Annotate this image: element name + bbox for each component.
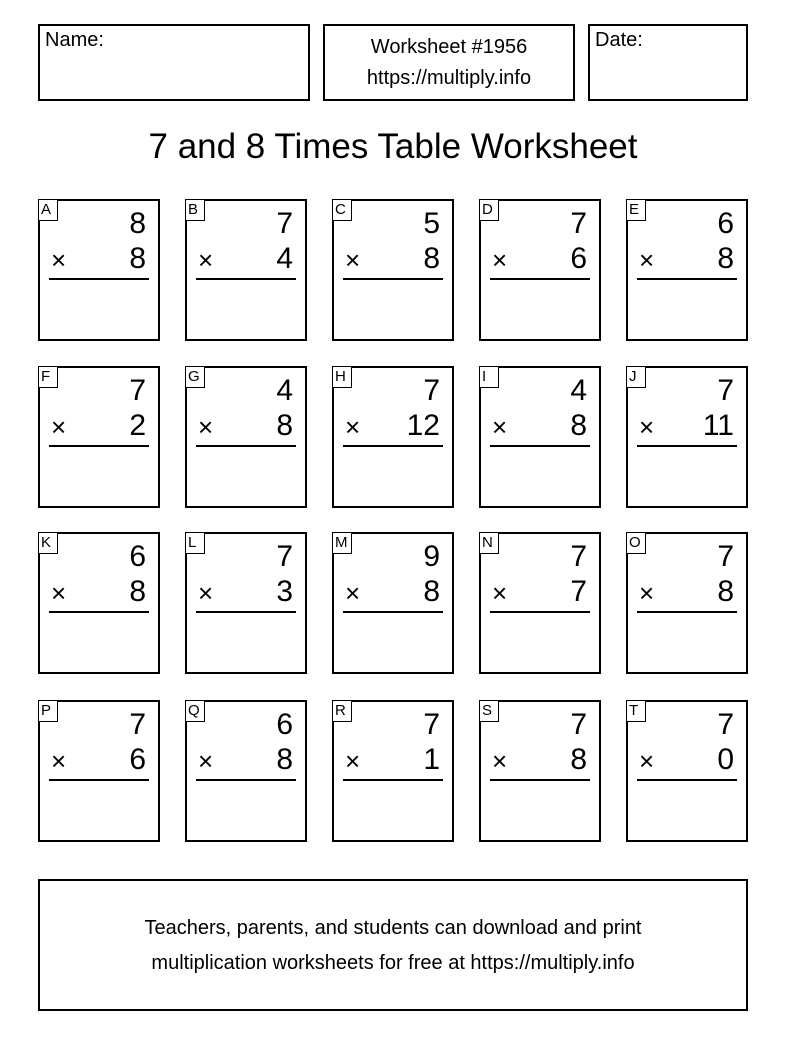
times-sign: × bbox=[492, 412, 508, 442]
multiplier: 8 bbox=[717, 575, 734, 608]
name-field-box[interactable] bbox=[38, 24, 310, 101]
problem-card[interactable] bbox=[626, 366, 748, 508]
times-sign: × bbox=[492, 578, 508, 608]
answer-line bbox=[196, 779, 296, 781]
problem-letter: H bbox=[332, 366, 352, 388]
times-sign: × bbox=[198, 578, 214, 608]
multiplicand: 7 bbox=[129, 374, 146, 407]
problem-letter: A bbox=[38, 199, 58, 221]
times-sign: × bbox=[198, 746, 214, 776]
problem-letter: G bbox=[185, 366, 205, 388]
multiplicand: 6 bbox=[717, 207, 734, 240]
times-sign: × bbox=[51, 578, 67, 608]
multiplicand: 7 bbox=[570, 708, 587, 741]
multiplicand: 8 bbox=[129, 207, 146, 240]
times-sign: × bbox=[345, 412, 361, 442]
multiplier: 6 bbox=[570, 242, 587, 275]
multiplier: 3 bbox=[276, 575, 293, 608]
multiplier: 8 bbox=[717, 242, 734, 275]
problem-letter: T bbox=[626, 700, 646, 722]
problem-card[interactable] bbox=[38, 199, 160, 341]
times-sign: × bbox=[51, 245, 67, 275]
multiplier: 8 bbox=[570, 409, 587, 442]
times-sign: × bbox=[51, 412, 67, 442]
answer-line bbox=[490, 445, 590, 447]
times-sign: × bbox=[639, 746, 655, 776]
answer-line bbox=[49, 779, 149, 781]
problem-card[interactable] bbox=[332, 700, 454, 842]
multiplier: 8 bbox=[129, 242, 146, 275]
problem-card[interactable] bbox=[626, 199, 748, 341]
problem-letter: S bbox=[479, 700, 499, 722]
multiplicand: 4 bbox=[570, 374, 587, 407]
times-sign: × bbox=[639, 412, 655, 442]
problem-card[interactable] bbox=[479, 199, 601, 341]
multiplier: 8 bbox=[423, 242, 440, 275]
answer-line bbox=[49, 611, 149, 613]
answer-line bbox=[490, 278, 590, 280]
problem-letter: J bbox=[626, 366, 646, 388]
problem-card[interactable] bbox=[479, 700, 601, 842]
times-sign: × bbox=[345, 245, 361, 275]
answer-line bbox=[637, 779, 737, 781]
problem-card[interactable] bbox=[38, 366, 160, 508]
problem-card[interactable] bbox=[479, 366, 601, 508]
answer-line bbox=[490, 779, 590, 781]
times-sign: × bbox=[492, 746, 508, 776]
problem-card[interactable] bbox=[479, 532, 601, 674]
problem-letter: Q bbox=[185, 700, 205, 722]
worksheet-number: Worksheet #1956 bbox=[370, 36, 528, 58]
multiplicand: 6 bbox=[129, 540, 146, 573]
times-sign: × bbox=[345, 578, 361, 608]
problem-letter: R bbox=[332, 700, 352, 722]
multiplicand: 5 bbox=[423, 207, 440, 240]
multiplicand: 9 bbox=[423, 540, 440, 573]
multiplier: 11 bbox=[702, 409, 734, 442]
multiplier: 8 bbox=[129, 575, 146, 608]
problem-card[interactable] bbox=[38, 700, 160, 842]
problem-card[interactable] bbox=[185, 199, 307, 341]
problem-card[interactable] bbox=[185, 532, 307, 674]
times-sign: × bbox=[51, 746, 67, 776]
multiplicand: 7 bbox=[276, 207, 293, 240]
problem-card[interactable] bbox=[38, 532, 160, 674]
footer-line-1: Teachers, parents, and students can download and print bbox=[144, 917, 642, 939]
times-sign: × bbox=[492, 245, 508, 275]
worksheet-url: https://multiply.info bbox=[366, 67, 532, 89]
multiplier: 0 bbox=[717, 743, 734, 776]
multiplier: 7 bbox=[570, 575, 587, 608]
times-sign: × bbox=[345, 746, 361, 776]
multiplicand: 6 bbox=[276, 708, 293, 741]
multiplicand: 7 bbox=[129, 708, 146, 741]
answer-line bbox=[637, 445, 737, 447]
answer-line bbox=[343, 445, 443, 447]
footer-line-2: multiplication worksheets for free at https://multiply.info bbox=[151, 952, 635, 974]
problem-letter: O bbox=[626, 532, 646, 554]
name-label: Name: bbox=[45, 29, 104, 51]
problem-letter: I bbox=[479, 366, 499, 388]
problem-card[interactable] bbox=[185, 700, 307, 842]
times-sign: × bbox=[198, 245, 214, 275]
answer-line bbox=[196, 278, 296, 280]
multiplicand: 7 bbox=[423, 374, 440, 407]
multiplicand: 7 bbox=[570, 207, 587, 240]
answer-line bbox=[196, 445, 296, 447]
problem-card[interactable] bbox=[626, 532, 748, 674]
multiplier: 2 bbox=[129, 409, 146, 442]
multiplier: 8 bbox=[276, 743, 293, 776]
times-sign: × bbox=[639, 578, 655, 608]
multiplier: 6 bbox=[129, 743, 146, 776]
times-sign: × bbox=[639, 245, 655, 275]
answer-line bbox=[343, 779, 443, 781]
multiplier: 8 bbox=[570, 743, 587, 776]
times-sign: × bbox=[198, 412, 214, 442]
multiplicand: 7 bbox=[570, 540, 587, 573]
problem-letter: K bbox=[38, 532, 58, 554]
footer-box bbox=[38, 879, 748, 1011]
answer-line bbox=[343, 611, 443, 613]
problem-card[interactable] bbox=[332, 532, 454, 674]
answer-line bbox=[49, 445, 149, 447]
date-field-box[interactable] bbox=[588, 24, 748, 101]
multiplier: 4 bbox=[276, 242, 293, 275]
multiplier: 1 bbox=[423, 743, 440, 776]
problem-letter: P bbox=[38, 700, 58, 722]
problem-letter: L bbox=[185, 532, 205, 554]
problem-letter: E bbox=[626, 199, 646, 221]
multiplicand: 7 bbox=[276, 540, 293, 573]
problem-card[interactable] bbox=[185, 366, 307, 508]
problem-letter: D bbox=[479, 199, 499, 221]
problem-card[interactable] bbox=[626, 700, 748, 842]
worksheet-info-box bbox=[323, 24, 575, 101]
problem-letter: N bbox=[479, 532, 499, 554]
multiplicand: 4 bbox=[276, 374, 293, 407]
answer-line bbox=[637, 278, 737, 280]
problem-letter: C bbox=[332, 199, 352, 221]
date-label: Date: bbox=[595, 29, 643, 51]
problem-letter: M bbox=[332, 532, 352, 554]
multiplier: 8 bbox=[276, 409, 293, 442]
answer-line bbox=[196, 611, 296, 613]
multiplicand: 7 bbox=[717, 708, 734, 741]
answer-line bbox=[49, 278, 149, 280]
multiplier: 12 bbox=[406, 409, 440, 442]
multiplicand: 7 bbox=[423, 708, 440, 741]
problem-letter: F bbox=[38, 366, 58, 388]
answer-line bbox=[343, 278, 443, 280]
multiplicand: 7 bbox=[717, 540, 734, 573]
answer-line bbox=[637, 611, 737, 613]
problem-card[interactable] bbox=[332, 366, 454, 508]
page-title: 7 and 8 Times Table Worksheet bbox=[148, 127, 638, 166]
multiplier: 8 bbox=[423, 575, 440, 608]
problem-card[interactable] bbox=[332, 199, 454, 341]
answer-line bbox=[490, 611, 590, 613]
problem-letter: B bbox=[185, 199, 205, 221]
multiplicand: 7 bbox=[717, 374, 734, 407]
